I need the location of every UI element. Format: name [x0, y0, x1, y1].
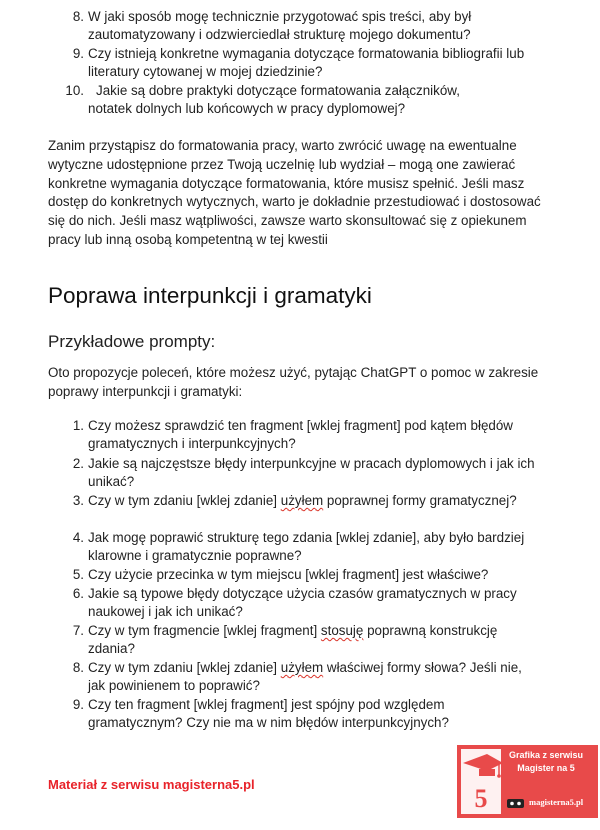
- prompt-number: 8.: [72, 660, 84, 675]
- prompt-number: 2.: [72, 456, 84, 471]
- spellcheck-word: użyłem: [280, 493, 324, 508]
- badge-digit: 5: [474, 784, 488, 813]
- spellcheck-word: stosuję: [320, 623, 364, 638]
- list-text: Czy istnieją konkretne wymagania dotyczące formatowania bibliografii lub literatury cytowanej w mojej dziedzinie?: [88, 46, 525, 79]
- prompt-text: Jak mogę poprawić strukturę tego zdania [wklej zdanie], aby było bardziej klarowne i gramatycznie poprawne?: [88, 530, 525, 563]
- prompt-number: 4.: [72, 530, 84, 545]
- badge-line-1: Grafika z serwisu: [508, 750, 584, 760]
- prompt-number: 7.: [72, 623, 84, 638]
- list-number: 8.: [72, 9, 84, 24]
- section-heading: Poprawa interpunkcji i gramatyki: [48, 283, 372, 308]
- prompt-number: 5.: [72, 567, 84, 582]
- prompt-text: [88, 659, 540, 695]
- prompt-text-part: Czy w tym fragmencie [wklej fragment]: [88, 623, 321, 638]
- list-text-continued: notatek dolnych lub końcowych w pracy dyplomowej?: [88, 101, 406, 116]
- intro-paragraph: Zanim przystąpisz do formatowania pracy, warto zwrócić uwagę na ewentualne wytyczne udostępnione przez Twoją uczelnię lub wydział – mogą one zawierać konkretne wymagania dotyczące formatowania, które musisz spełnić. Jeśli masz dostęp do konkretnych wytycznych, warto je dokładnie przestudiować i dostosować się do nich. Jeśli masz wątpliwości, zawsze warto skonsultować się z opiekunem pracy lub inną osobą kompetentną w tej kwestii: [48, 138, 541, 247]
- prompt-text-part: poprawną konstrukcję zdania?: [88, 623, 498, 656]
- prompt-text-part: poprawnej formy gramatycznej?: [323, 493, 517, 508]
- spellcheck-word: użyłem: [280, 660, 324, 675]
- badge-site: magisterna5.pl: [529, 797, 584, 807]
- prompt-text: [88, 492, 540, 510]
- prompt-number: 6.: [72, 586, 84, 601]
- brand-badge: [457, 745, 598, 818]
- prompt-number: 9.: [72, 697, 84, 712]
- prompt-text: [88, 622, 540, 658]
- prompt-text-part: Czy w tym zdaniu [wklej zdanie]: [88, 660, 281, 675]
- list-number: 9.: [72, 46, 84, 61]
- prompt-number: 1.: [72, 418, 84, 433]
- prompt-number: 3.: [72, 493, 84, 508]
- prompt-text-part: Czy w tym zdaniu [wklej zdanie]: [88, 493, 281, 508]
- prompt-text: Jakie są najczęstsze błędy interpunkcyjne w pracach dyplomowych i jak ich unikać?: [88, 456, 535, 489]
- badge-line-2: Magister na 5: [517, 763, 575, 773]
- footer-source-link[interactable]: Materiał z serwisu magisterna5.pl: [48, 777, 255, 792]
- prompt-text: Czy możesz sprawdzić ten fragment [wklej fragment] pod kątem błędów gramatycznych i interpunkcyjnych?: [88, 418, 513, 451]
- subheading: Przykładowe prompty:: [48, 332, 216, 351]
- prompt-text: Czy użycie przecinka w tym miejscu [wklej fragment] jest właściwe?: [88, 567, 489, 582]
- list-text: Jakie są dobre praktyki dotyczące formatowania załączników,: [96, 83, 460, 98]
- list-number: 10.: [65, 83, 84, 98]
- prompt-text: Czy ten fragment [wklej fragment] jest spójny pod względem gramatycznym? Czy nie ma w nim błędów interpunkcyjnych?: [88, 697, 449, 730]
- list-text: W jaki sposób mogę technicznie przygotować spis treści, aby był zautomatyzowany i odzwierciedlał strukturę mojego dokumentu?: [88, 9, 472, 42]
- section-intro: Oto propozycje poleceń, które możesz użyć, pytając ChatGPT o pomoc w zakresie poprawy interpunkcji i gramatyki:: [48, 365, 539, 399]
- prompt-text: Jakie są typowe błędy dotyczące użycia czasów gramatycznych w pracy naukowej i jak ich unikać?: [88, 586, 517, 619]
- prompt-text-part: właściwej formy słowa? Jeśli nie, jak powinienem to poprawić?: [88, 660, 522, 693]
